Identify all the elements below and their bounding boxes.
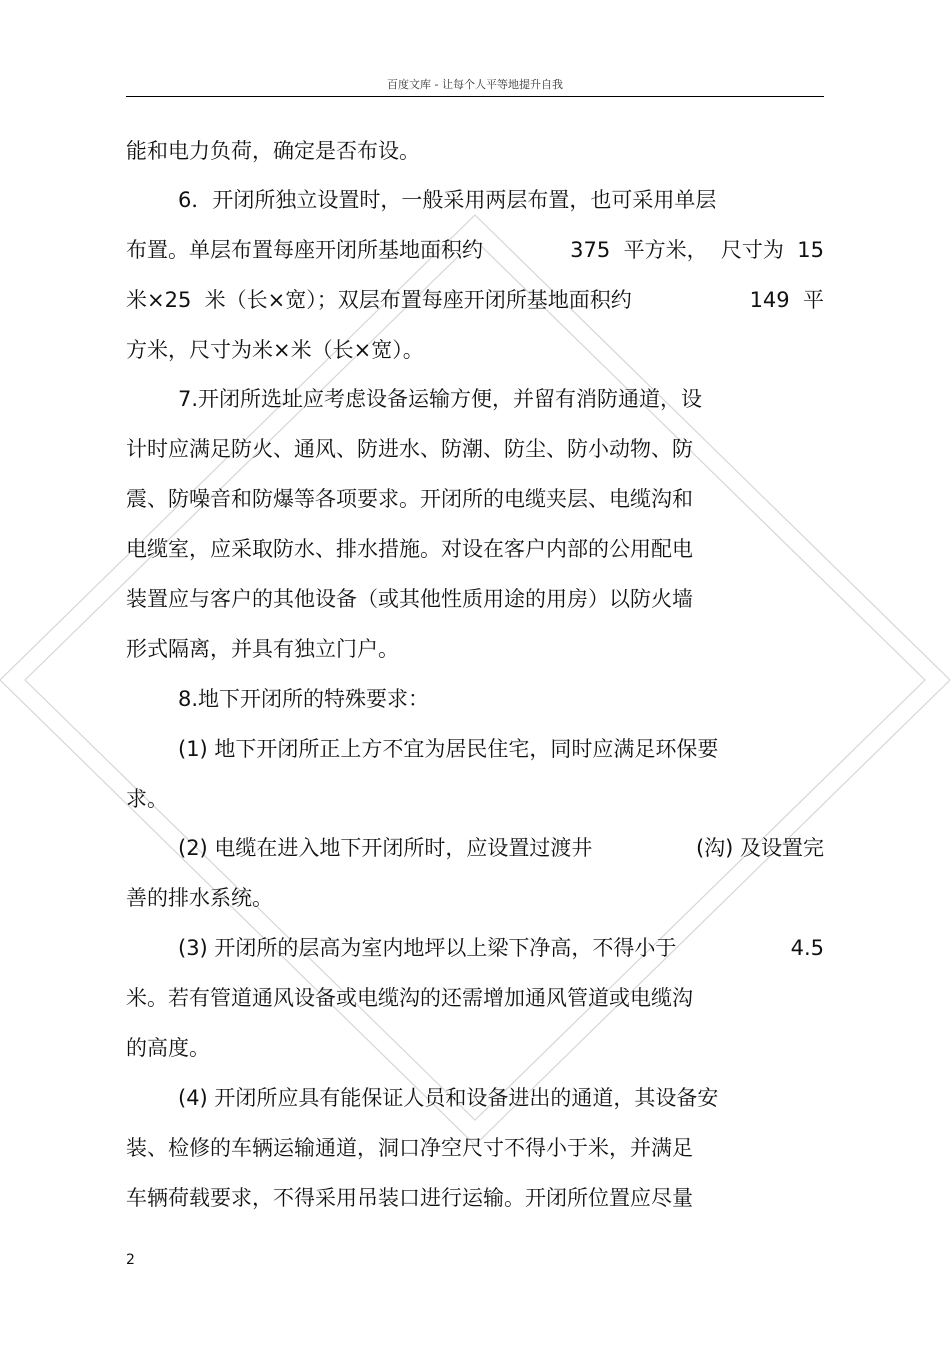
text-line-right: (沟) 及设置完	[695, 836, 824, 860]
text-line-right: 375 平方米， 尺寸为 15	[570, 238, 824, 262]
text-line: 米×25 米（长×宽）；双层布置每座开闭所基地面积约	[126, 288, 632, 312]
text-line: 善的排水系统。	[126, 886, 273, 910]
text-line-right: 4.5	[790, 936, 824, 960]
page-number: 2	[126, 1252, 135, 1268]
header-slogan: 让每个人平等地提升自我	[441, 78, 563, 91]
text-line: 形式隔离，并具有独立门户。	[126, 637, 399, 661]
page-header	[126, 76, 824, 96]
text-line: 方米，尺寸为米×米（长×宽）。	[126, 338, 424, 362]
text-line: 布置。单层布置每座开闭所基地面积约	[126, 238, 483, 262]
text-line: 装、检修的车辆运输通道，洞口净空尺寸不得小于米，并满足	[126, 1136, 693, 1160]
text-line: 电缆室，应采取防水、排水措施。对设在客户内部的公用配电	[126, 537, 693, 561]
text-line: 震、防噪音和防爆等各项要求。开闭所的电缆夹层、电缆沟和	[126, 487, 693, 511]
header-site-name: 百度文库	[387, 78, 432, 91]
header-separator: -	[431, 78, 442, 91]
text-line: (1) 地下开闭所正上方不宜为居民住宅，同时应满足环保要	[178, 737, 719, 761]
text-line: 求。	[126, 787, 168, 811]
text-line: 8.地下开闭所的特殊要求：	[178, 687, 430, 711]
text-line: 车辆荷载要求，不得采用吊装口进行运输。开闭所位置应尽量	[126, 1186, 693, 1210]
text-line: 7.开闭所选址应考虑设备运输方便，并留有消防通道，设	[178, 387, 703, 411]
text-line: 装置应与客户的其他设备（或其他性质用途的用房）以防火墙	[126, 587, 693, 611]
text-line: 计时应满足防火、通风、防进水、防潮、防尘、防小动物、防	[126, 437, 693, 461]
text-line: (4) 开闭所应具有能保证人员和设备进出的通道，其设备安	[178, 1086, 719, 1110]
header-rule	[126, 96, 824, 97]
text-line: (2) 电缆在进入地下开闭所时，应设置过渡井	[178, 836, 593, 860]
text-line: 米。若有管道通风设备或电缆沟的还需增加通风管道或电缆沟	[126, 986, 693, 1010]
text-line: (3) 开闭所的层高为室内地坪以上梁下净高，不得小于	[178, 936, 677, 960]
text-line: 6．开闭所独立设置时，一般采用两层布置，也可采用单层	[178, 188, 717, 212]
text-line: 的高度。	[126, 1036, 210, 1060]
text-line: 能和电力负荷，确定是否布设。	[126, 139, 420, 163]
text-line-right: 149 平	[749, 288, 824, 312]
